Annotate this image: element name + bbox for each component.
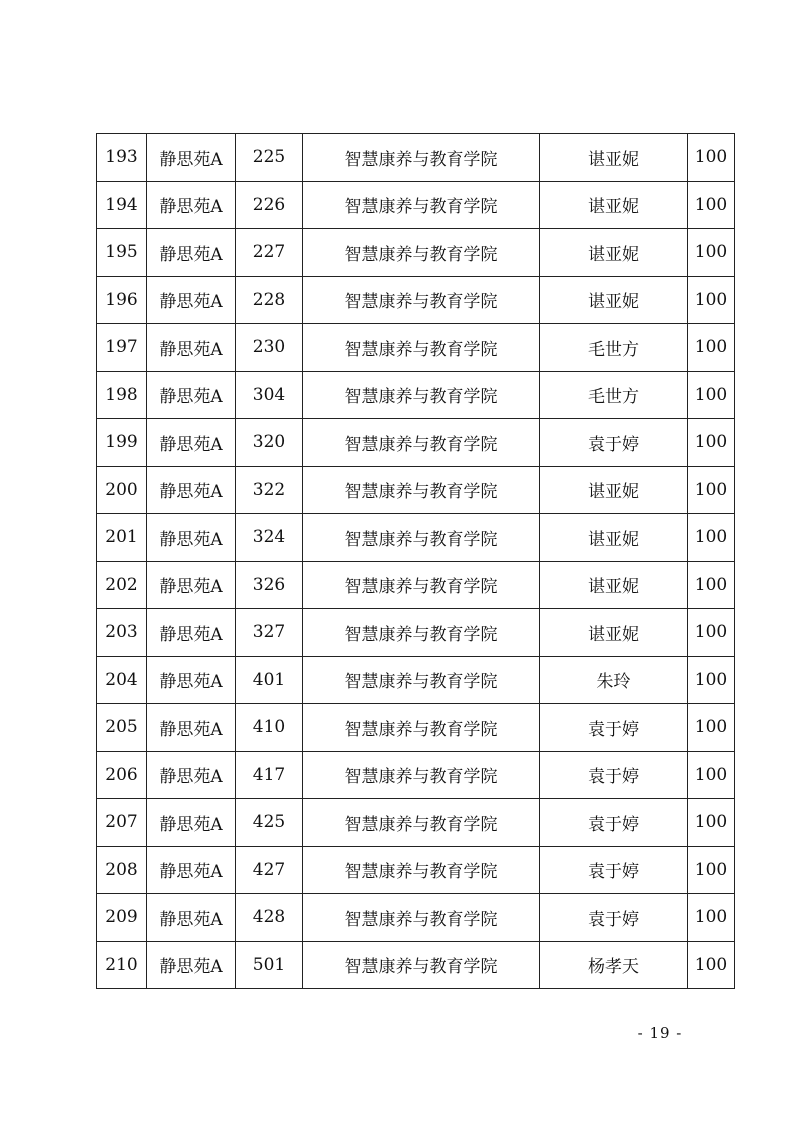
score-cell: 100 (688, 276, 735, 324)
college-cell: 智慧康养与教育学院 (303, 276, 540, 324)
building-cell: 静思苑A (147, 561, 236, 609)
building-cell: 静思苑A (147, 704, 236, 752)
room-number-cell: 226 (236, 181, 303, 229)
building-cell: 静思苑A (147, 656, 236, 704)
score-cell: 100 (688, 134, 735, 182)
table-row (97, 181, 735, 229)
row-number-cell: 209 (97, 894, 147, 942)
score-cell: 100 (688, 419, 735, 467)
table-row (97, 609, 735, 657)
score-cell: 100 (688, 324, 735, 372)
room-number-cell: 324 (236, 514, 303, 562)
college-cell: 智慧康养与教育学院 (303, 941, 540, 989)
score-cell: 100 (688, 751, 735, 799)
room-number-cell: 425 (236, 799, 303, 847)
row-number-cell: 198 (97, 371, 147, 419)
building-cell: 静思苑A (147, 134, 236, 182)
room-number-cell: 228 (236, 276, 303, 324)
table-row (97, 656, 735, 704)
building-cell: 静思苑A (147, 181, 236, 229)
building-cell: 静思苑A (147, 894, 236, 942)
table-row (97, 941, 735, 989)
responsible-person-cell: 谌亚妮 (540, 229, 688, 277)
responsible-person-cell: 谌亚妮 (540, 276, 688, 324)
row-number-cell: 194 (97, 181, 147, 229)
responsible-person-cell: 谌亚妮 (540, 466, 688, 514)
score-cell: 100 (688, 181, 735, 229)
responsible-person-cell: 杨孝天 (540, 941, 688, 989)
responsible-person-cell: 袁于婷 (540, 846, 688, 894)
building-cell: 静思苑A (147, 229, 236, 277)
responsible-person-cell: 谌亚妮 (540, 181, 688, 229)
row-number-cell: 201 (97, 514, 147, 562)
score-cell: 100 (688, 561, 735, 609)
table-row (97, 561, 735, 609)
score-cell: 100 (688, 466, 735, 514)
college-cell: 智慧康养与教育学院 (303, 514, 540, 562)
responsible-person-cell: 袁于婷 (540, 704, 688, 752)
score-cell: 100 (688, 799, 735, 847)
row-number-cell: 197 (97, 324, 147, 372)
college-cell: 智慧康养与教育学院 (303, 419, 540, 467)
responsible-person-cell: 谌亚妮 (540, 134, 688, 182)
college-cell: 智慧康养与教育学院 (303, 704, 540, 752)
college-cell: 智慧康养与教育学院 (303, 181, 540, 229)
building-cell: 静思苑A (147, 371, 236, 419)
responsible-person-cell: 谌亚妮 (540, 514, 688, 562)
room-number-cell: 427 (236, 846, 303, 894)
room-number-cell: 417 (236, 751, 303, 799)
row-number-cell: 208 (97, 846, 147, 894)
room-number-cell: 304 (236, 371, 303, 419)
table-row (97, 514, 735, 562)
room-number-cell: 501 (236, 941, 303, 989)
table-row (97, 846, 735, 894)
score-cell: 100 (688, 656, 735, 704)
college-cell: 智慧康养与教育学院 (303, 134, 540, 182)
college-cell: 智慧康养与教育学院 (303, 466, 540, 514)
table-row (97, 894, 735, 942)
building-cell: 静思苑A (147, 419, 236, 467)
room-number-cell: 230 (236, 324, 303, 372)
room-number-cell: 401 (236, 656, 303, 704)
row-number-cell: 207 (97, 799, 147, 847)
building-cell: 静思苑A (147, 324, 236, 372)
building-cell: 静思苑A (147, 276, 236, 324)
room-number-cell: 320 (236, 419, 303, 467)
responsible-person-cell: 谌亚妮 (540, 561, 688, 609)
college-cell: 智慧康养与教育学院 (303, 561, 540, 609)
score-cell: 100 (688, 894, 735, 942)
table-row (97, 704, 735, 752)
table-row (97, 419, 735, 467)
college-cell: 智慧康养与教育学院 (303, 799, 540, 847)
building-cell: 静思苑A (147, 799, 236, 847)
room-number-cell: 410 (236, 704, 303, 752)
row-number-cell: 193 (97, 134, 147, 182)
table-row (97, 799, 735, 847)
row-number-cell: 206 (97, 751, 147, 799)
row-number-cell: 195 (97, 229, 147, 277)
responsible-person-cell: 袁于婷 (540, 751, 688, 799)
table-row (97, 134, 735, 182)
row-number-cell: 203 (97, 609, 147, 657)
table-row (97, 324, 735, 372)
building-cell: 静思苑A (147, 466, 236, 514)
responsible-person-cell: 朱玲 (540, 656, 688, 704)
responsible-person-cell: 毛世方 (540, 371, 688, 419)
dormitory-score-table (96, 133, 735, 989)
room-number-cell: 227 (236, 229, 303, 277)
college-cell: 智慧康养与教育学院 (303, 609, 540, 657)
responsible-person-cell: 袁于婷 (540, 419, 688, 467)
row-number-cell: 199 (97, 419, 147, 467)
table-row (97, 276, 735, 324)
college-cell: 智慧康养与教育学院 (303, 324, 540, 372)
room-number-cell: 326 (236, 561, 303, 609)
room-number-cell: 225 (236, 134, 303, 182)
table-row (97, 229, 735, 277)
score-cell: 100 (688, 371, 735, 419)
row-number-cell: 204 (97, 656, 147, 704)
building-cell: 静思苑A (147, 941, 236, 989)
building-cell: 静思苑A (147, 751, 236, 799)
table-row (97, 466, 735, 514)
college-cell: 智慧康养与教育学院 (303, 751, 540, 799)
score-cell: 100 (688, 609, 735, 657)
table-row (97, 371, 735, 419)
responsible-person-cell: 袁于婷 (540, 894, 688, 942)
building-cell: 静思苑A (147, 846, 236, 894)
row-number-cell: 196 (97, 276, 147, 324)
responsible-person-cell: 谌亚妮 (540, 609, 688, 657)
college-cell: 智慧康养与教育学院 (303, 894, 540, 942)
score-cell: 100 (688, 514, 735, 562)
room-number-cell: 327 (236, 609, 303, 657)
row-number-cell: 210 (97, 941, 147, 989)
page-number: - 19 - (637, 1024, 683, 1042)
score-cell: 100 (688, 846, 735, 894)
score-cell: 100 (688, 704, 735, 752)
room-number-cell: 428 (236, 894, 303, 942)
score-cell: 100 (688, 941, 735, 989)
college-cell: 智慧康养与教育学院 (303, 371, 540, 419)
college-cell: 智慧康养与教育学院 (303, 229, 540, 277)
row-number-cell: 200 (97, 466, 147, 514)
score-cell: 100 (688, 229, 735, 277)
responsible-person-cell: 袁于婷 (540, 799, 688, 847)
row-number-cell: 205 (97, 704, 147, 752)
responsible-person-cell: 毛世方 (540, 324, 688, 372)
college-cell: 智慧康养与教育学院 (303, 656, 540, 704)
row-number-cell: 202 (97, 561, 147, 609)
table-row (97, 751, 735, 799)
college-cell: 智慧康养与教育学院 (303, 846, 540, 894)
room-number-cell: 322 (236, 466, 303, 514)
table-body (97, 134, 735, 989)
building-cell: 静思苑A (147, 609, 236, 657)
building-cell: 静思苑A (147, 514, 236, 562)
